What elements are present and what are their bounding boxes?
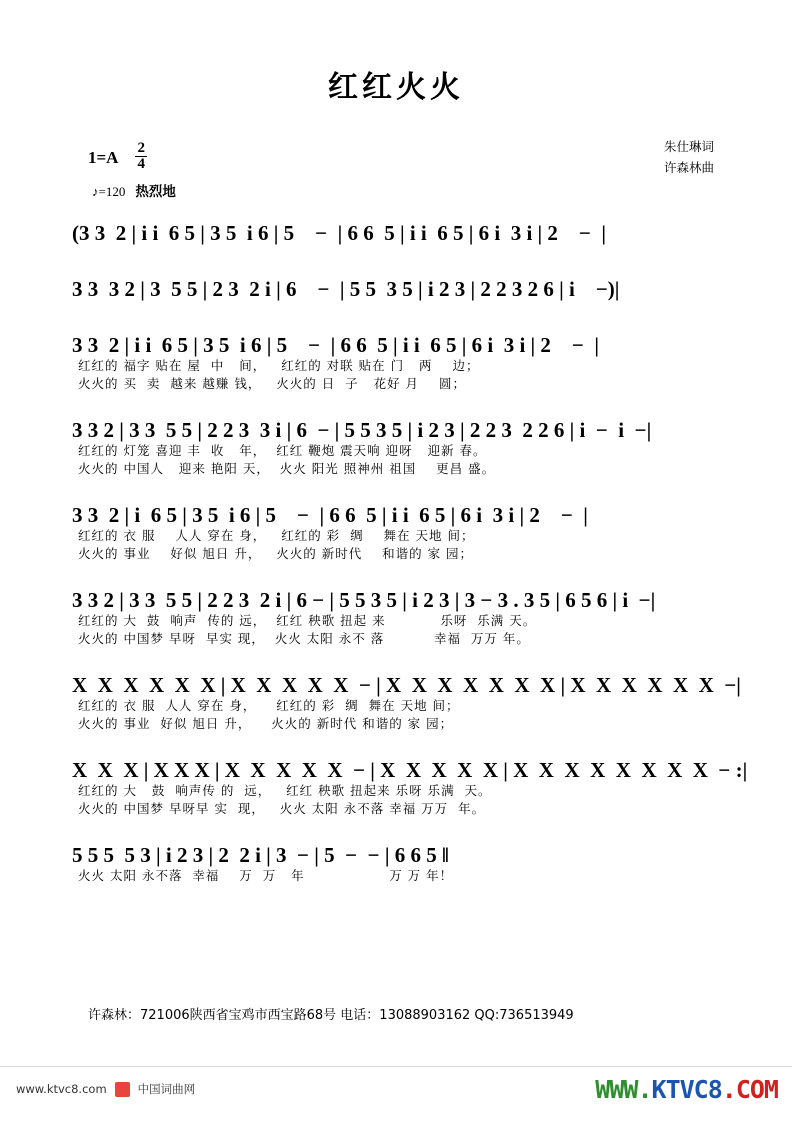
time-signature-numerator: 2 bbox=[137, 140, 145, 156]
site-footer-left bbox=[16, 1081, 195, 1097]
lyric-line-verse-2: 火火的 中国梦 早呀 早实 现， 火火 太阳 永不 落 幸福 万万 年。 bbox=[78, 631, 530, 646]
system-verse-2 bbox=[72, 401, 720, 478]
page-title: 红红火火 bbox=[328, 70, 464, 105]
system-verse-1 bbox=[72, 316, 720, 393]
site-footer-bar bbox=[0, 1066, 792, 1121]
lyric-line-verse-2: 火火的 事业 好似 旭日 升， 火火的 新时代 和谐的 家 园； bbox=[78, 546, 474, 561]
system-intro-1 bbox=[72, 204, 720, 244]
lyric-line-verse-1: 红红的 衣 服 人人 穿在 身， 红红的 彩 绸 舞在 天地 间； bbox=[78, 528, 475, 543]
notation-line: X X X X X X | X X X X X − | X X X X X X X | X X X X X X −| bbox=[72, 673, 741, 697]
time-signature bbox=[135, 141, 147, 172]
lyric-line-verse-1: 红红的 大 鼓 响声 传的 远， 红红 秧歌 扭起 来 乐呀 乐满 天。 bbox=[78, 613, 537, 628]
lyric-line-verse-1: 红红的 衣 服 人人 穿在 身， 红红的 彩 绸 舞在 天地 间； bbox=[78, 698, 460, 713]
composer-credit: 许森林曲 bbox=[663, 160, 714, 176]
system-intro-2 bbox=[72, 260, 720, 300]
watermark-brand: KTVC8 bbox=[651, 1075, 722, 1104]
lyric-line-verse-1: 红红的 福字 贴在 屋 中 间， 红红的 对联 贴在 门 两 边； bbox=[78, 358, 480, 373]
lyric-line-verse-1: 红红的 大 鼓 响声传 的 远， 红红 秧歌 扭起来 乐呀 乐满 天。 bbox=[78, 783, 492, 798]
notation-line: 3 3 2 | i 6 5 | 3 5 i 6 | 5 − | 6 6 5 | i i 6 5 | 6 i 3 i | 2 − | bbox=[72, 503, 588, 527]
time-signature-denominator: 4 bbox=[137, 156, 145, 172]
site-name-text: 中国词曲网 bbox=[137, 1082, 196, 1096]
footer-contact: 许森林：721006陕西省宝鸡市西宝路68号 电话：13088903162 QQ:736513949 bbox=[88, 1008, 574, 1023]
notation-line: 5 5 5 5 3 | i 2 3 | 2 2 i | 3 − | 5 − − | 6 6 5 ‖ bbox=[72, 843, 449, 867]
watermark-www: WWW. bbox=[595, 1075, 652, 1104]
lyric-line-verse-2: 火火的 买 卖 越来 越赚 钱， 火火的 日 子 花好 月 圆； bbox=[78, 376, 466, 391]
key-signature-text: 1=A bbox=[88, 147, 119, 167]
lyric-line-verse-2: 火火的 中国梦 早呀早 实 现， 火火 太阳 永不落 幸福 万万 年。 bbox=[78, 801, 486, 816]
lyric-line-verse-2: 火火的 中国人 迎来 艳阳 天， 火火 阳光 照神州 祖国 更昌 盛。 bbox=[78, 461, 496, 476]
lyricist-credit: 朱仕琳词 bbox=[663, 139, 714, 154]
notation-line: 3 3 2 | 3 3 5 5 | 2 2 3 2 i | 6 − | 5 5 3 5 | i 2 3 | 3 − 3 . 3 5 | 6 5 6 | i −| bbox=[72, 588, 656, 612]
score-header bbox=[0, 134, 792, 200]
watermark-tld: .COM bbox=[721, 1075, 778, 1104]
system-verse-4 bbox=[72, 571, 720, 648]
lyric-line-verse-1: 红红的 灯笼 喜迎 丰 收 年， 红红 鞭炮 震天响 迎呀 迎新 春。 bbox=[78, 443, 487, 458]
system-rhythm-1 bbox=[72, 656, 741, 733]
credits bbox=[664, 136, 714, 179]
notation-line: 3 3 2 | 3 3 5 5 | 2 2 3 3 i | 6 − | 5 5 3 5 | i 2 3 | 2 2 3 2 2 6 | i − i −| bbox=[72, 418, 652, 442]
notation-line: X X X | X X X | X X X X X − | X X X X X | X X X X X X X X − :| bbox=[72, 758, 748, 782]
notation-line: 3 3 3 2 | 3 5 5 | 2 3 2 i | 6 − | 5 5 3 5 | i 2 3 | 2 2 3 2 6 | i −)| bbox=[72, 277, 620, 301]
site-url-text: www.ktvc8.com bbox=[16, 1082, 107, 1096]
notation-line: 3 3 2 | i i 6 5 | 3 5 i 6 | 5 − | 6 6 5 | i i 6 5 | 6 i 3 i | 2 − | bbox=[72, 333, 600, 357]
system-verse-3 bbox=[72, 486, 720, 563]
key-signature bbox=[88, 142, 147, 173]
notation-line: (3 3 2 | i i 6 5 | 3 5 i 6 | 5 − | 6 6 5 | i i 6 5 | 6 i 3 i | 2 − | bbox=[72, 221, 607, 245]
system-rhythm-2 bbox=[72, 741, 748, 818]
lyric-line-coda: 火火 太阳 永不落 幸福 万 万 年 万 万 年！ bbox=[78, 868, 454, 883]
expression-marking: 热烈地 bbox=[135, 184, 176, 200]
system-coda bbox=[72, 826, 720, 885]
score-body bbox=[72, 194, 748, 885]
tempo-value: ♪=120 bbox=[92, 184, 126, 199]
site-logo-icon bbox=[115, 1082, 130, 1097]
site-watermark bbox=[595, 1075, 778, 1104]
lyric-line-verse-2: 火火的 事业 好似 旭日 升， 火火的 新时代 和谐的 家 园； bbox=[78, 716, 454, 731]
